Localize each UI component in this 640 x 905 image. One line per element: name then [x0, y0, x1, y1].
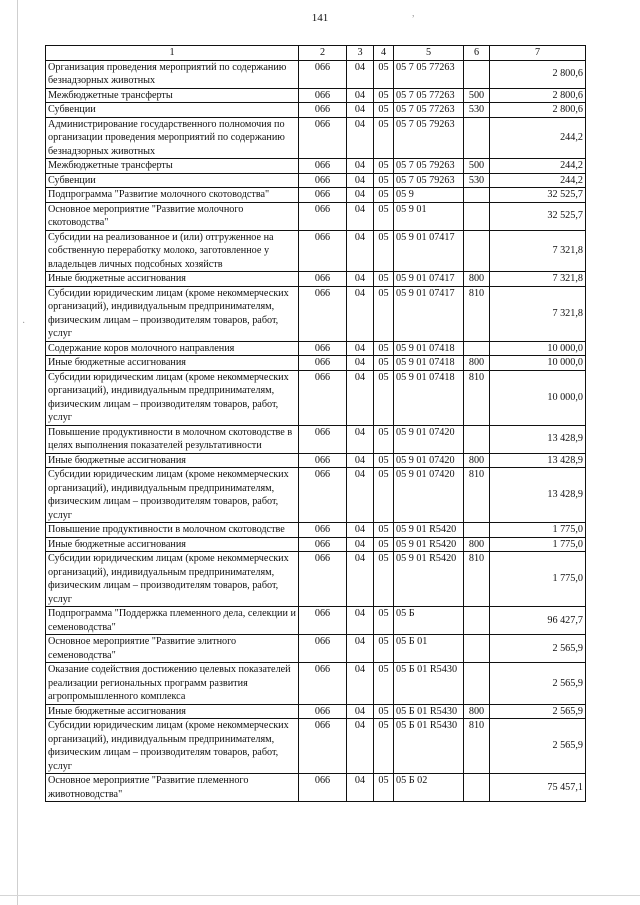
section-code-cell: 04 — [347, 88, 374, 103]
ministry-code-cell: 066 — [299, 425, 347, 453]
amount-cell: 13 428,9 — [490, 453, 586, 468]
column-header: 1 — [46, 46, 299, 61]
ministry-code-cell: 066 — [299, 173, 347, 188]
expense-name-cell: Субсидии юридическим лицам (кроме некоммерческих организаций), индивидуальным предпринимателям, физическим лицам – производителям товаров, работ, услуг — [46, 552, 299, 607]
amount-cell: 32 525,7 — [490, 202, 586, 230]
target-article-cell: 05 9 01 R5420 — [394, 552, 464, 607]
table-row — [46, 88, 586, 103]
ministry-code-cell: 066 — [299, 635, 347, 663]
expense-type-cell: 810 — [464, 286, 490, 341]
subsection-code-cell: 05 — [374, 272, 394, 287]
target-article-cell: 05 9 01 07418 — [394, 356, 464, 371]
amount-cell: 7 321,8 — [490, 230, 586, 272]
amount-cell: 1 775,0 — [490, 537, 586, 552]
table-row — [46, 552, 586, 607]
table-row — [46, 607, 586, 635]
expense-type-cell — [464, 60, 490, 88]
section-code-cell: 04 — [347, 425, 374, 453]
target-article-cell: 05 9 01 07417 — [394, 272, 464, 287]
ministry-code-cell: 066 — [299, 468, 347, 523]
amount-cell: 1 775,0 — [490, 552, 586, 607]
table-row — [46, 286, 586, 341]
table-row — [46, 719, 586, 774]
target-article-cell: 05 9 01 07418 — [394, 370, 464, 425]
expense-type-cell — [464, 635, 490, 663]
section-code-cell: 04 — [347, 704, 374, 719]
ministry-code-cell: 066 — [299, 552, 347, 607]
amount-cell: 2 565,9 — [490, 635, 586, 663]
expense-type-cell — [464, 523, 490, 538]
expense-type-cell: 500 — [464, 159, 490, 174]
ministry-code-cell: 066 — [299, 202, 347, 230]
section-code-cell: 04 — [347, 719, 374, 774]
expense-type-cell — [464, 663, 490, 705]
expense-name-cell: Субсидии юридическим лицам (кроме некоммерческих организаций), индивидуальным предпринимателям, физическим лицам – производителям товаров, работ, услуг — [46, 370, 299, 425]
subsection-code-cell: 05 — [374, 202, 394, 230]
section-code-cell: 04 — [347, 663, 374, 705]
table-row — [46, 523, 586, 538]
expense-name-cell: Субсидии юридическим лицам (кроме некоммерческих организаций), индивидуальным предпринимателям, физическим лицам – производителям товаров, работ, услуг — [46, 719, 299, 774]
amount-cell: 2 565,9 — [490, 719, 586, 774]
expense-type-cell — [464, 607, 490, 635]
ministry-code-cell: 066 — [299, 523, 347, 538]
section-code-cell: 04 — [347, 635, 374, 663]
ministry-code-cell: 066 — [299, 272, 347, 287]
subsection-code-cell: 05 — [374, 468, 394, 523]
expense-type-cell: 810 — [464, 370, 490, 425]
scan-speck: · — [22, 318, 26, 329]
expense-type-cell: 800 — [464, 537, 490, 552]
expense-name-cell: Основное мероприятие "Развитие молочного скотоводства" — [46, 202, 299, 230]
table-row — [46, 117, 586, 159]
section-code-cell: 04 — [347, 523, 374, 538]
amount-cell: 32 525,7 — [490, 188, 586, 203]
amount-cell: 7 321,8 — [490, 272, 586, 287]
amount-cell: 10 000,0 — [490, 341, 586, 356]
column-header: 7 — [490, 46, 586, 61]
subsection-code-cell: 05 — [374, 188, 394, 203]
subsection-code-cell: 05 — [374, 704, 394, 719]
expense-name-cell: Межбюджетные трансферты — [46, 159, 299, 174]
column-header: 3 — [347, 46, 374, 61]
expense-name-cell: Иные бюджетные ассигнования — [46, 272, 299, 287]
target-article-cell: 05 7 05 77263 — [394, 103, 464, 118]
expense-name-cell: Содержание коров молочного направления — [46, 341, 299, 356]
expense-type-cell: 800 — [464, 272, 490, 287]
subsection-code-cell: 05 — [374, 663, 394, 705]
amount-cell: 2 565,9 — [490, 704, 586, 719]
amount-cell: 96 427,7 — [490, 607, 586, 635]
table-row — [46, 188, 586, 203]
target-article-cell: 05 9 01 — [394, 202, 464, 230]
expense-type-cell — [464, 188, 490, 203]
subsection-code-cell: 05 — [374, 523, 394, 538]
page-left-edge-line — [17, 0, 18, 905]
section-code-cell: 04 — [347, 188, 374, 203]
table-row — [46, 103, 586, 118]
target-article-cell: 05 Б 01 — [394, 635, 464, 663]
expense-name-cell: Повышение продуктивности в молочном скотоводстве — [46, 523, 299, 538]
ministry-code-cell: 066 — [299, 60, 347, 88]
expense-type-cell: 810 — [464, 468, 490, 523]
expense-name-cell: Иные бюджетные ассигнования — [46, 453, 299, 468]
section-code-cell: 04 — [347, 468, 374, 523]
subsection-code-cell: 05 — [374, 286, 394, 341]
subsection-code-cell: 05 — [374, 88, 394, 103]
expense-name-cell: Подпрограмма "Поддержка племенного дела, селекции и семеноводства" — [46, 607, 299, 635]
target-article-cell: 05 9 — [394, 188, 464, 203]
section-code-cell: 04 — [347, 159, 374, 174]
ministry-code-cell: 066 — [299, 663, 347, 705]
page-number: 141 — [311, 12, 329, 24]
target-article-cell: 05 Б — [394, 607, 464, 635]
ministry-code-cell: 066 — [299, 230, 347, 272]
ministry-code-cell: 066 — [299, 117, 347, 159]
subsection-code-cell: 05 — [374, 173, 394, 188]
expense-name-cell: Межбюджетные трансферты — [46, 88, 299, 103]
expense-name-cell: Основное мероприятие "Развитие племенного животноводства" — [46, 774, 299, 802]
target-article-cell: 05 9 01 R5420 — [394, 537, 464, 552]
amount-cell: 75 457,1 — [490, 774, 586, 802]
expense-type-cell: 530 — [464, 173, 490, 188]
amount-cell: 244,2 — [490, 117, 586, 159]
expense-name-cell: Субсидии на реализованное и (или) отгруженное на собственную переработку молоко, заготовленное у владельцев личных подсобных хозяйств — [46, 230, 299, 272]
subsection-code-cell: 05 — [374, 425, 394, 453]
amount-cell: 2 565,9 — [490, 663, 586, 705]
expense-type-cell: 500 — [464, 88, 490, 103]
expense-name-cell: Повышение продуктивности в молочном скотоводстве в целях выполнения показателей результативности — [46, 425, 299, 453]
section-code-cell: 04 — [347, 286, 374, 341]
ministry-code-cell: 066 — [299, 607, 347, 635]
amount-cell: 2 800,6 — [490, 103, 586, 118]
ministry-code-cell: 066 — [299, 719, 347, 774]
section-code-cell: 04 — [347, 230, 374, 272]
expense-name-cell: Основное мероприятие "Развитие элитного семеноводства" — [46, 635, 299, 663]
amount-cell: 7 321,8 — [490, 286, 586, 341]
amount-cell: 244,2 — [490, 159, 586, 174]
expense-type-cell — [464, 202, 490, 230]
expense-type-cell: 810 — [464, 552, 490, 607]
subsection-code-cell: 05 — [374, 103, 394, 118]
subsection-code-cell: 05 — [374, 370, 394, 425]
target-article-cell: 05 7 05 79263 — [394, 173, 464, 188]
table-row — [46, 663, 586, 705]
page-bottom-edge-line — [0, 895, 640, 896]
expense-name-cell: Подпрограмма "Развитие молочного скотоводства" — [46, 188, 299, 203]
subsection-code-cell: 05 — [374, 356, 394, 371]
column-header: 4 — [374, 46, 394, 61]
target-article-cell: 05 7 05 77263 — [394, 88, 464, 103]
section-code-cell: 04 — [347, 774, 374, 802]
expense-type-cell: 810 — [464, 719, 490, 774]
subsection-code-cell: 05 — [374, 774, 394, 802]
expense-type-cell: 800 — [464, 704, 490, 719]
section-code-cell: 04 — [347, 607, 374, 635]
subsection-code-cell: 05 — [374, 117, 394, 159]
ministry-code-cell: 066 — [299, 356, 347, 371]
target-article-cell: 05 7 05 79263 — [394, 117, 464, 159]
ministry-code-cell: 066 — [299, 88, 347, 103]
scan-speck: , — [412, 8, 415, 19]
subsection-code-cell: 05 — [374, 341, 394, 356]
table-row — [46, 159, 586, 174]
subsection-code-cell: 05 — [374, 453, 394, 468]
expense-type-cell: 800 — [464, 453, 490, 468]
subsection-code-cell: 05 — [374, 552, 394, 607]
subsection-code-cell: 05 — [374, 230, 394, 272]
column-header: 6 — [464, 46, 490, 61]
table-row — [46, 425, 586, 453]
ministry-code-cell: 066 — [299, 774, 347, 802]
amount-cell: 10 000,0 — [490, 356, 586, 371]
table-row — [46, 173, 586, 188]
target-article-cell: 05 9 01 07420 — [394, 468, 464, 523]
target-article-cell: 05 Б 01 R5430 — [394, 704, 464, 719]
expense-name-cell: Иные бюджетные ассигнования — [46, 356, 299, 371]
target-article-cell: 05 7 05 77263 — [394, 60, 464, 88]
expense-type-cell — [464, 425, 490, 453]
amount-cell: 244,2 — [490, 173, 586, 188]
expense-name-cell: Иные бюджетные ассигнования — [46, 704, 299, 719]
table-row — [46, 202, 586, 230]
section-code-cell: 04 — [347, 202, 374, 230]
section-code-cell: 04 — [347, 60, 374, 88]
target-article-cell: 05 9 01 07418 — [394, 341, 464, 356]
section-code-cell: 04 — [347, 272, 374, 287]
target-article-cell: 05 Б 01 R5430 — [394, 719, 464, 774]
subsection-code-cell: 05 — [374, 537, 394, 552]
table-row — [46, 774, 586, 802]
ministry-code-cell: 066 — [299, 704, 347, 719]
ministry-code-cell: 066 — [299, 103, 347, 118]
budget-table — [45, 45, 586, 802]
target-article-cell: 05 Б 02 — [394, 774, 464, 802]
amount-cell: 2 800,6 — [490, 60, 586, 88]
section-code-cell: 04 — [347, 453, 374, 468]
table-row — [46, 60, 586, 88]
ministry-code-cell: 066 — [299, 159, 347, 174]
section-code-cell: 04 — [347, 103, 374, 118]
table-row — [46, 356, 586, 371]
table-row — [46, 370, 586, 425]
expense-name-cell: Иные бюджетные ассигнования — [46, 537, 299, 552]
subsection-code-cell: 05 — [374, 60, 394, 88]
expense-name-cell: Оказание содействия достижению целевых показателей реализации региональных программ развития агропромышленного комплекса — [46, 663, 299, 705]
expense-name-cell: Субсидии юридическим лицам (кроме некоммерческих организаций), индивидуальным предпринимателям, физическим лицам – производителям товаров, работ, услуг — [46, 468, 299, 523]
subsection-code-cell: 05 — [374, 607, 394, 635]
table-row — [46, 453, 586, 468]
section-code-cell: 04 — [347, 356, 374, 371]
target-article-cell: 05 9 01 07417 — [394, 286, 464, 341]
section-code-cell: 04 — [347, 537, 374, 552]
target-article-cell: 05 Б 01 R5430 — [394, 663, 464, 705]
table-row — [46, 537, 586, 552]
amount-cell: 2 800,6 — [490, 88, 586, 103]
ministry-code-cell: 066 — [299, 188, 347, 203]
amount-cell: 13 428,9 — [490, 468, 586, 523]
amount-cell: 1 775,0 — [490, 523, 586, 538]
expense-name-cell: Субвенции — [46, 173, 299, 188]
expense-type-cell — [464, 117, 490, 159]
subsection-code-cell: 05 — [374, 719, 394, 774]
table-row — [46, 468, 586, 523]
ministry-code-cell: 066 — [299, 341, 347, 356]
ministry-code-cell: 066 — [299, 537, 347, 552]
table-row — [46, 635, 586, 663]
section-code-cell: 04 — [347, 173, 374, 188]
amount-cell: 10 000,0 — [490, 370, 586, 425]
ministry-code-cell: 066 — [299, 286, 347, 341]
target-article-cell: 05 9 01 07420 — [394, 453, 464, 468]
table-row — [46, 230, 586, 272]
target-article-cell: 05 7 05 79263 — [394, 159, 464, 174]
expense-type-cell — [464, 341, 490, 356]
table-row — [46, 272, 586, 287]
column-header: 2 — [299, 46, 347, 61]
expense-name-cell: Администрирование государственного полномочия по организации проведения мероприятий по содержанию безнадзорных животных — [46, 117, 299, 159]
expense-type-cell: 800 — [464, 356, 490, 371]
ministry-code-cell: 066 — [299, 453, 347, 468]
subsection-code-cell: 05 — [374, 635, 394, 663]
section-code-cell: 04 — [347, 552, 374, 607]
table-row — [46, 704, 586, 719]
section-code-cell: 04 — [347, 341, 374, 356]
expense-name-cell: Субсидии юридическим лицам (кроме некоммерческих организаций), индивидуальным предпринимателям, физическим лицам – производителям товаров, работ, услуг — [46, 286, 299, 341]
amount-cell: 13 428,9 — [490, 425, 586, 453]
target-article-cell: 05 9 01 07420 — [394, 425, 464, 453]
target-article-cell: 05 9 01 R5420 — [394, 523, 464, 538]
expense-type-cell: 530 — [464, 103, 490, 118]
table-row — [46, 341, 586, 356]
expense-type-cell — [464, 774, 490, 802]
section-code-cell: 04 — [347, 370, 374, 425]
column-header: 5 — [394, 46, 464, 61]
expense-type-cell — [464, 230, 490, 272]
target-article-cell: 05 9 01 07417 — [394, 230, 464, 272]
expense-name-cell: Организация проведения мероприятий по содержанию безнадзорных животных — [46, 60, 299, 88]
expense-name-cell: Субвенции — [46, 103, 299, 118]
section-code-cell: 04 — [347, 117, 374, 159]
ministry-code-cell: 066 — [299, 370, 347, 425]
subsection-code-cell: 05 — [374, 159, 394, 174]
table-header-row — [46, 46, 586, 61]
